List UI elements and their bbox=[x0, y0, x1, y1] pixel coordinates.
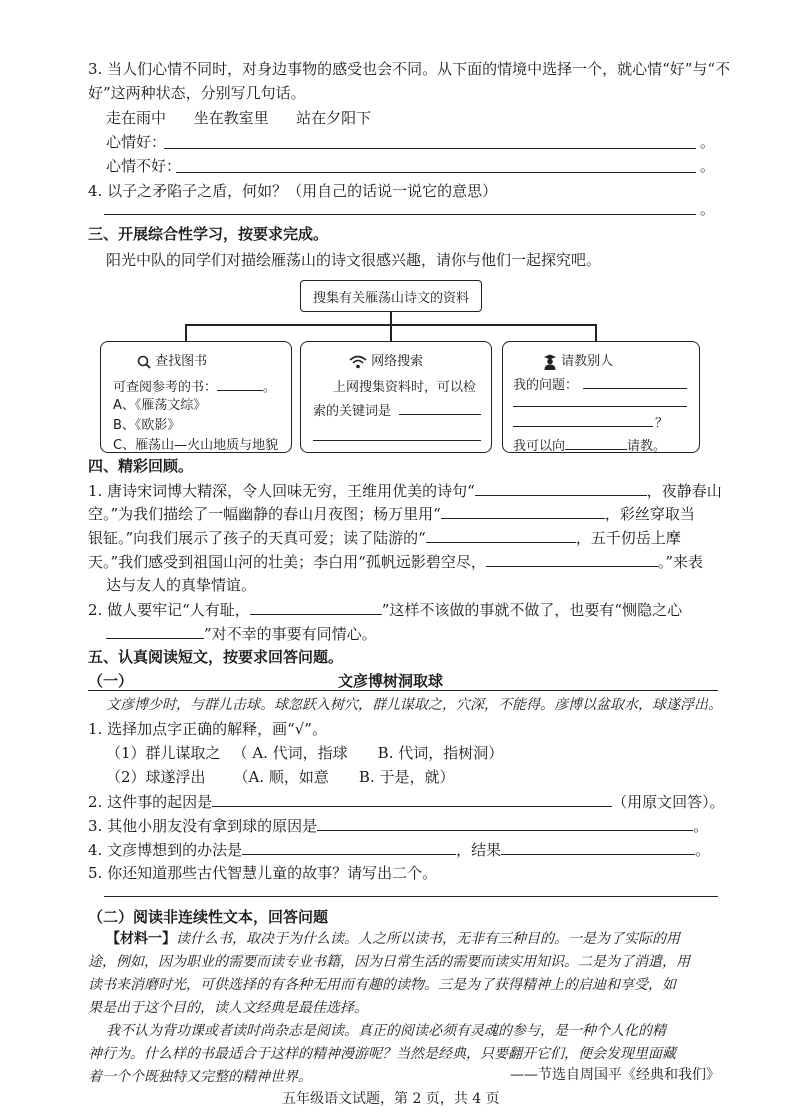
box-internet-line2: 索的关键词是 bbox=[313, 404, 392, 419]
q3-line1: 3. 当人们心情不同时，对身边事物的感受也会不同。从下面的情境中选择一个，就心情“好”与“不 bbox=[88, 60, 731, 78]
connector-mid bbox=[390, 324, 392, 342]
option-rain: 走在雨中 bbox=[106, 109, 167, 127]
page-footer: 五年级语文试题，第 2 页，共 4 页 bbox=[282, 1091, 500, 1107]
s4-p1-l2a: 空。”为我们描绘了一幅幽静的春山月夜图；杨万里用“ bbox=[88, 505, 441, 523]
blank-yangwanli[interactable] bbox=[441, 502, 605, 519]
m1-line1 bbox=[106, 928, 680, 950]
s5-q1: 1. 选择加点字正确的解释，画“√”。 bbox=[88, 720, 327, 738]
box-ask-line1: 我的问题： bbox=[513, 378, 579, 393]
option-sunset: 站在夕阳下 bbox=[296, 109, 372, 127]
article-rule bbox=[88, 690, 718, 691]
section3-title: 三、开展综合性学习，按要求完成。 bbox=[88, 225, 329, 243]
s4-p1-l4b: 。”来表 bbox=[657, 553, 704, 571]
box-ask-title: 请教别人 bbox=[561, 354, 614, 369]
section3-intro: 阳光中队的同学们对描绘雁荡山的诗文很感兴趣，请你与他们一起探究吧。 bbox=[106, 251, 602, 269]
box-ask-blank3[interactable] bbox=[513, 426, 653, 427]
blank-youchi[interactable] bbox=[250, 598, 382, 615]
q3-good-label: 心情好： bbox=[106, 133, 167, 151]
s4-p1-line5: 达与友人的真挚情谊。 bbox=[106, 576, 257, 594]
connector-right bbox=[595, 324, 597, 342]
s4-p1-l1b: ，夜静春山 bbox=[646, 482, 722, 500]
q3-good-blank[interactable] bbox=[164, 148, 696, 149]
section5-part1: （一） bbox=[88, 672, 134, 690]
s4-p2-l1a: 2. 做人要牢记“人有耻， bbox=[88, 601, 250, 619]
q3-bad-blank[interactable] bbox=[176, 172, 696, 173]
root-label: 搜集有关雁荡山诗文的资料 bbox=[313, 291, 470, 306]
s4-p1-l2b: ，彩丝穿取当 bbox=[604, 505, 695, 523]
q4-question: 4. 以子之矛陷子之盾，何如？（用自己的话说一说它的意思） bbox=[88, 182, 498, 200]
box-books-opt-b: B、《欧影》 bbox=[113, 418, 181, 433]
s5-q1a-label: （1）群儿谋取之 bbox=[106, 744, 221, 762]
m1-line2: 途，例如，因为职业的需要而读专业书籍，因为日常生活的需要而读实用知识。二是为了消遣，用 bbox=[88, 954, 690, 970]
box-books-blank[interactable] bbox=[217, 374, 263, 391]
s5-q4-end: 。 bbox=[695, 841, 711, 859]
blank-ceyin[interactable] bbox=[106, 622, 204, 639]
m1-line3: 读书来消磨时光，可供选择的有各种无用而有趣的读物。三是为了获得精神上的启迪和享受，如 bbox=[88, 977, 676, 993]
s4-p2-line2 bbox=[106, 622, 377, 645]
s5-q1a bbox=[106, 742, 503, 764]
s5-q4-result-label: ，结果 bbox=[456, 841, 502, 859]
box-internet-blank1[interactable] bbox=[399, 414, 481, 415]
box-ask-header bbox=[543, 350, 613, 370]
article-title: 文彦博树洞取球 bbox=[338, 672, 444, 690]
root-box bbox=[300, 280, 482, 312]
s5-q4-result-blank[interactable] bbox=[501, 838, 695, 855]
s4-p1-l1a: 1. 唐诗宋词博大精深，令人回味无穷，王维用优美的诗句“ bbox=[88, 482, 475, 500]
q3-line2: 好”这两种状态，分别写几句话。 bbox=[88, 84, 306, 102]
s5-q4 bbox=[88, 838, 710, 861]
s5-q3-end: 。 bbox=[693, 817, 709, 835]
section4-title: 四、精彩回顾。 bbox=[88, 457, 194, 475]
m1-line4: 果是出于这个目的，读人文经典是最佳选择。 bbox=[88, 1000, 368, 1016]
s4-p1-line2 bbox=[88, 502, 695, 525]
s4-p2-l2: ”对不幸的事要有同情心。 bbox=[204, 625, 377, 643]
box-ask-line4b: 请教。 bbox=[627, 439, 667, 454]
box-ask-blank2[interactable] bbox=[513, 406, 687, 407]
connector-root bbox=[390, 311, 392, 325]
box-internet-header bbox=[349, 350, 423, 369]
s5-q5-blank[interactable] bbox=[104, 896, 718, 897]
s4-p1-line1 bbox=[88, 479, 722, 502]
box-books-line1-text: 可查阅参考的书： bbox=[113, 380, 218, 395]
s4-p1-l4a: 天。”我们感受到祖国山河的壮美；李白用“孤帆远影碧空尽， bbox=[88, 553, 486, 571]
s5-q2 bbox=[88, 790, 725, 813]
connector-left bbox=[185, 324, 187, 342]
option-classroom: 坐在教室里 bbox=[193, 109, 269, 127]
s4-p1-l3b: ，五千仞岳上摩 bbox=[575, 529, 681, 547]
s5-q2-end: （用原文回答）。 bbox=[612, 793, 725, 811]
teacher-icon bbox=[543, 354, 557, 370]
s5-q2-blank[interactable] bbox=[212, 790, 612, 807]
q3-options bbox=[106, 107, 371, 129]
part2-title: （二）阅读非连续性文本，回答问题 bbox=[88, 908, 329, 926]
m1-source: ——节选自周国平《经典和我们》 bbox=[510, 1067, 720, 1083]
m1-line6: 神行为。什么样的书最适合于这样的精神漫游呢？当然是经典，只要翻开它们，便会发现里面藏 bbox=[88, 1046, 676, 1062]
section5-title: 五、认真阅读短文，按要求回答问题。 bbox=[88, 648, 344, 666]
box-books-title: 查找图书 bbox=[155, 354, 208, 369]
blank-luyou[interactable] bbox=[426, 526, 576, 543]
q4-end: 。 bbox=[700, 200, 716, 218]
s4-p1-line3 bbox=[88, 526, 681, 549]
s5-q1b-opts[interactable]: （A. 顺，如意 B. 于是，就） bbox=[233, 768, 455, 786]
s5-q1a-opts[interactable]: （ A. 代词，指球 B. 代词，指树洞） bbox=[232, 744, 504, 762]
wifi-icon bbox=[349, 355, 367, 369]
box-ask-blank1[interactable] bbox=[583, 388, 687, 389]
box-ask-qmark: ？ bbox=[655, 416, 669, 431]
s5-q1b-label: （2）球遂浮出 bbox=[106, 768, 206, 786]
m1-line1-text: 读什么书，取决于为什么读。人之所以读书，无非有三种目的。一是为了实际的用 bbox=[176, 931, 680, 947]
s4-p2-l1b: ”这样不该做的事就不做了，也要有“恻隐之心 bbox=[381, 601, 683, 619]
box-internet-title: 网络搜索 bbox=[371, 354, 424, 369]
s5-q3-text: 3. 其他小朋友没有拿到球的原因是 bbox=[88, 817, 318, 835]
q3-bad-end: 。 bbox=[700, 157, 716, 175]
blank-wangwei[interactable] bbox=[475, 479, 647, 496]
s5-q3 bbox=[88, 814, 708, 837]
box-internet-blank2[interactable] bbox=[313, 440, 481, 441]
s4-p1-line4 bbox=[88, 550, 703, 573]
magnifier-icon bbox=[137, 355, 151, 369]
s5-q4-method-blank[interactable] bbox=[242, 838, 456, 855]
box-books-line1 bbox=[113, 374, 276, 395]
box-ask-person-blank[interactable] bbox=[565, 433, 627, 450]
box-books-header bbox=[137, 350, 207, 369]
box-internet bbox=[300, 341, 492, 453]
box-internet-line1: 上网搜集资料时，可以检 bbox=[333, 380, 477, 395]
q3-bad-label: 心情不好： bbox=[106, 157, 182, 175]
s5-q4-text: 4. 文彦博想到的办法是 bbox=[88, 841, 243, 859]
box-ask-line4 bbox=[513, 433, 666, 454]
box-books-opt-a: A、《雁荡文综》 bbox=[113, 398, 207, 413]
blank-libai[interactable] bbox=[486, 550, 658, 567]
box-books-line1-end: 。 bbox=[263, 380, 277, 395]
m1-line5: 我不认为背功课或者读时尚杂志是阅读。真正的阅读必须有灵魂的参与，是一种个人化的精 bbox=[106, 1023, 666, 1039]
s4-p1-l3a: 银钲。”向我们展示了孩子的天真可爱；读了陆游的“ bbox=[88, 529, 426, 547]
q3-good-end: 。 bbox=[700, 133, 716, 151]
m1-label: 【材料一】 bbox=[106, 931, 176, 947]
s5-q5: 5. 你还知道那些古代智慧儿童的故事？请写出二个。 bbox=[88, 864, 438, 882]
s4-p2-line1 bbox=[88, 598, 682, 621]
box-ask bbox=[502, 341, 700, 453]
box-ask-line4a: 我可以向 bbox=[513, 439, 566, 454]
q4-blank[interactable] bbox=[104, 214, 696, 215]
box-books-opt-c: C、雁荡山—火山地质与地貌 bbox=[113, 438, 279, 453]
box-books bbox=[100, 341, 292, 453]
s5-q3-blank[interactable] bbox=[317, 814, 693, 831]
s5-q2-text: 2. 这件事的起因是 bbox=[88, 793, 213, 811]
article-text: 文彦博少时，与群儿击球。球忽跃入树穴，群儿谋取之，穴深，不能得。彦博以盆取水，球遂浮出。 bbox=[106, 697, 722, 713]
s5-q1b bbox=[106, 766, 454, 788]
m1-line7: 着一个个既独特又完整的精神世界。 bbox=[88, 1069, 312, 1085]
